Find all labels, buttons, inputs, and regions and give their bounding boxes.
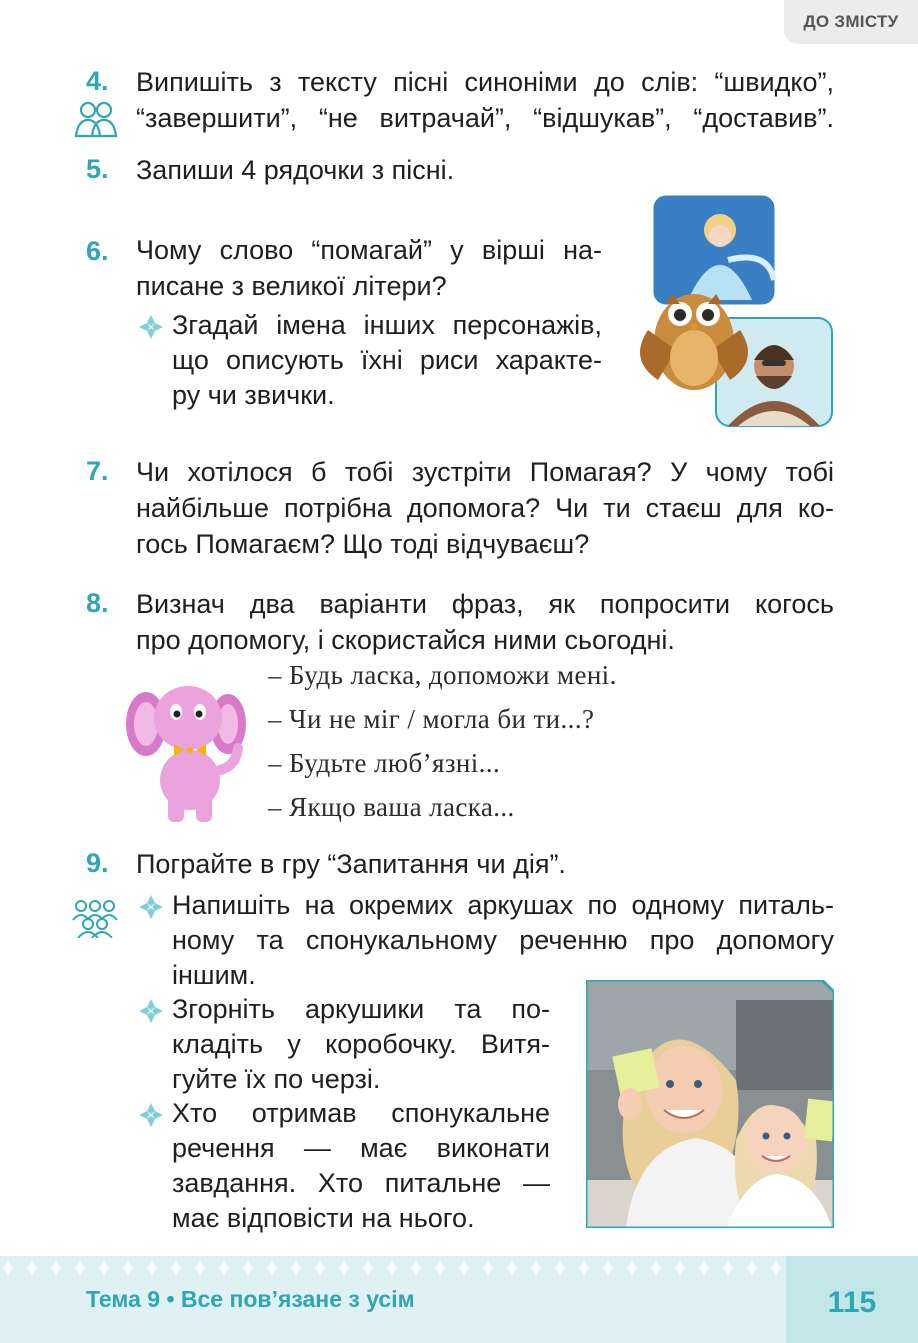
ornament-stripe <box>0 1256 918 1280</box>
task-4-line: “завершити”, “не витрачай”, “відшукав”, “доставив”. <box>136 103 834 133</box>
task-9-b1-line: Напишіть на окремих аркушах по одному питаль- <box>172 890 834 920</box>
task-9-text: Пограйте в гру “Запитання чи дія”. <box>136 849 566 879</box>
task-7-line: Чи хотілося б тобі зустріти Помагая? У чому тобі <box>136 457 834 487</box>
task-7-text <box>136 454 834 562</box>
phrase-item: – Чи не міг / могла би ти...? <box>268 704 595 734</box>
task-5-number: 5. <box>86 154 109 184</box>
task-8-line: Визнач два варіанти фраз, як попросити когось <box>136 589 834 619</box>
task-9-b2-line: кладіть у коробочку. Витя- <box>172 1029 550 1059</box>
task-9-bullet-1 <box>172 888 834 993</box>
task-7-line: найбільше потрібна допомога? Чи ти стаєш для ко- <box>136 493 834 523</box>
task-6-text <box>136 232 602 304</box>
task-9-b2-line: гуйте їх по черзі. <box>172 1064 381 1094</box>
task-9-bullet-3 <box>172 1096 550 1236</box>
footer-topic-title: Тема 9 • Все пов’язане з усім <box>86 1286 415 1312</box>
page-footer <box>0 1256 918 1343</box>
task-6-sub-line: що описують їхні риси характе- <box>172 345 602 375</box>
task-8-number: 8. <box>86 588 109 618</box>
task-6-line: писане з великої літери? <box>136 271 447 301</box>
pair-work-icon <box>74 100 118 140</box>
task-6-line: Чому слово “помагай” у вірші на- <box>136 235 602 265</box>
elephant-illustration <box>124 678 248 824</box>
task-9-b1-line: іншим. <box>172 960 256 990</box>
girls-photo <box>586 980 834 1228</box>
task-4-line: Випишіть з тексту пісні синоніми до слів: “швидко”, <box>136 67 834 97</box>
task-4-number: 4. <box>86 66 109 96</box>
task-5-text: Запиши 4 рядочки з пісні. <box>136 155 455 185</box>
diamond-bullet-icon <box>136 996 166 1026</box>
task-8-line: про допомогу, і скористайся ними сьогодні. <box>136 625 675 655</box>
task-9-b3-line: речення — має виконати <box>172 1133 550 1163</box>
task-6-sub-line: Згадай імена інших персонажів, <box>172 310 602 340</box>
page-number-box <box>786 1256 918 1343</box>
task-6-number: 6. <box>86 236 109 266</box>
task-6-sub-line: ру чи звички. <box>172 380 335 410</box>
diamond-bullet-icon <box>136 1100 166 1130</box>
task-9-b1-line: ному та спонукальному реченню про допомогу <box>172 925 834 955</box>
task-9-bullet-2 <box>172 992 550 1097</box>
page-number: 115 <box>827 1285 877 1319</box>
task-8-text <box>136 586 834 658</box>
phrase-item: – Будьте люб’язні... <box>268 748 501 778</box>
task-9-b2-line: Згорніть аркушики та по- <box>172 994 550 1024</box>
characters-illustration <box>628 190 838 430</box>
diamond-bullet-icon <box>136 892 166 922</box>
task-9-b3-line: має відповісти на нього. <box>172 1203 475 1233</box>
task-9-b3-line: Хто отримав спонукальне <box>172 1098 550 1128</box>
toc-link[interactable]: ДО ЗМІСТУ <box>784 0 918 44</box>
task-6-subtext <box>172 308 602 413</box>
phrase-item: – Будь ласка, допоможи мені. <box>268 660 617 690</box>
phrase-item: – Якщо ваша ласка... <box>268 792 515 822</box>
task-7-number: 7. <box>86 456 109 486</box>
diamond-bullet-icon <box>136 312 166 342</box>
group-work-icon <box>72 898 118 938</box>
task-9-b3-line: завдання. Хто питальне — <box>172 1168 550 1198</box>
task-7-line: гось Помагаєм? Що тоді відчуваєш? <box>136 529 590 559</box>
task-9-number: 9. <box>86 848 109 878</box>
task-4-text <box>136 64 834 136</box>
